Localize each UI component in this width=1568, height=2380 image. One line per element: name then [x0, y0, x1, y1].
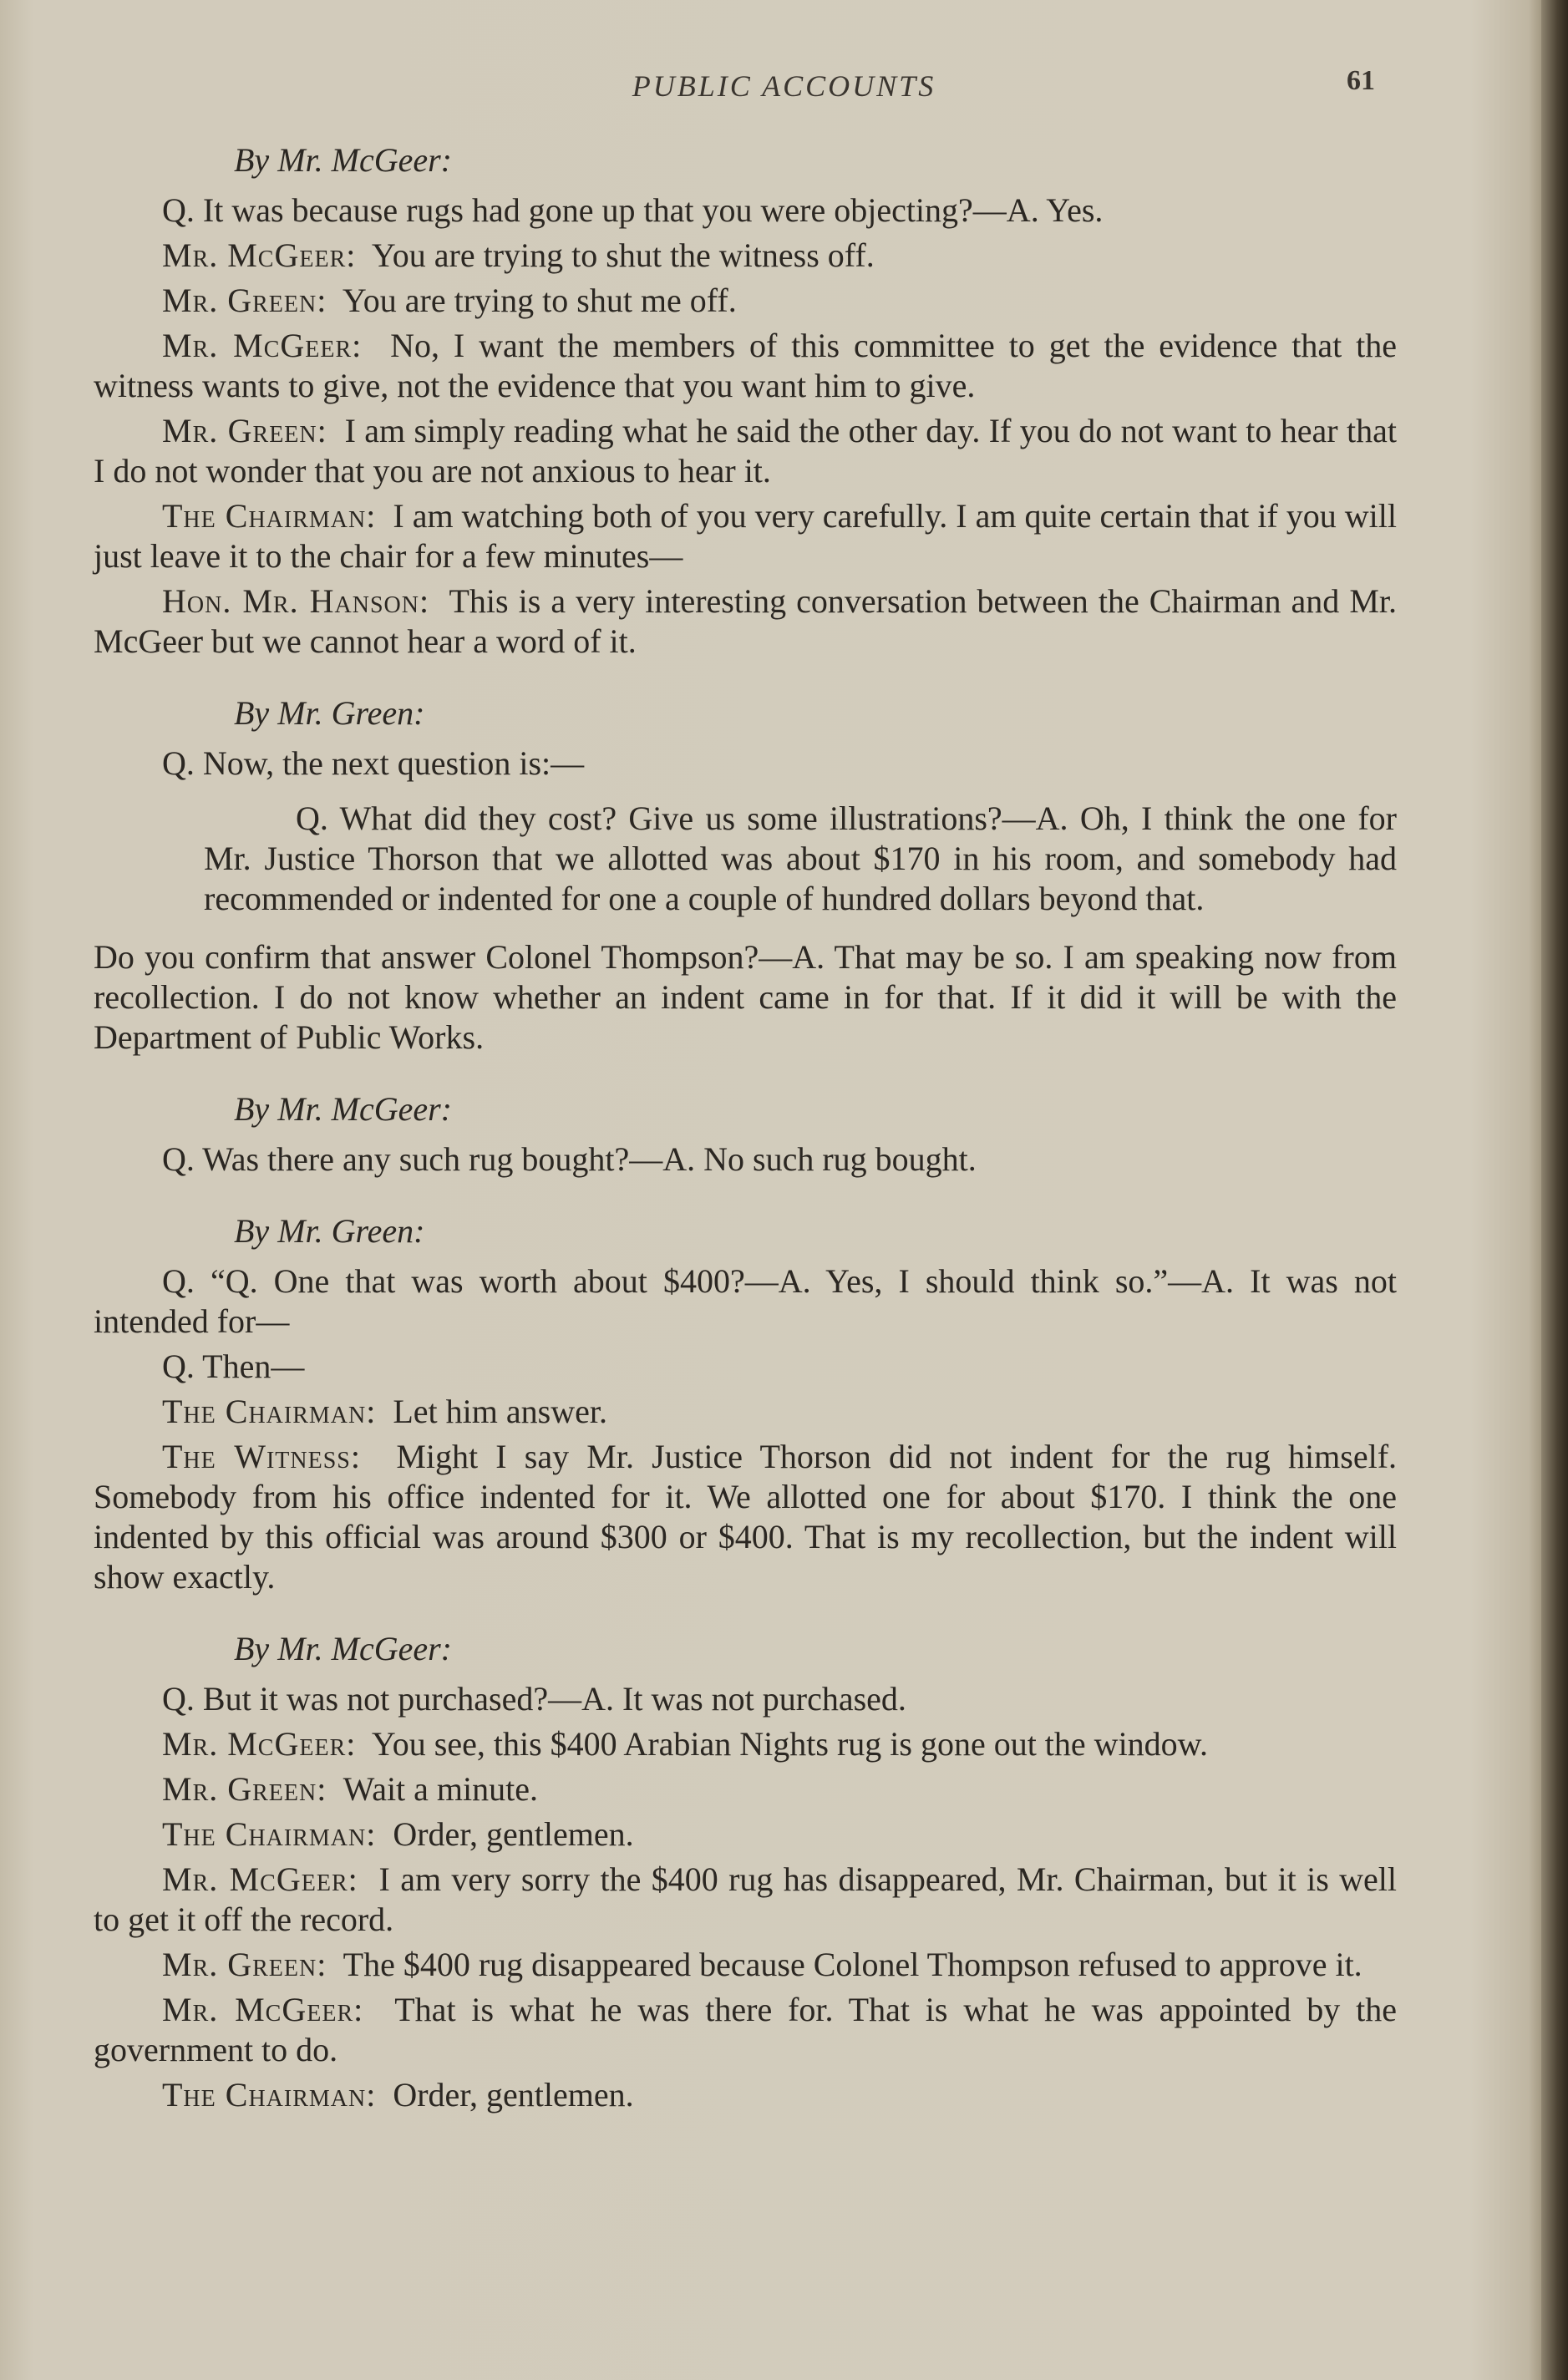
- speaker-name: Mr. Green:: [162, 412, 327, 449]
- speech-paragraph: [94, 581, 1397, 662]
- question-paragraph: Do you confirm that answer Colonel Thompson?—A. That may be so. I am speaking now from recollection. I do not know whether an indent came in for that. If it did it will be with the Department of Public Works.: [94, 938, 1397, 1056]
- speech-text: I am simply reading what he said the other day. If you do not want to hear that I do not wonder that you are not anxious to hear it.: [94, 412, 1397, 490]
- speaker-name: The Chairman:: [162, 497, 377, 535]
- question-paragraph: Q. Was there any such rug bought?—A. No such rug bought.: [162, 1140, 977, 1178]
- speech-text: I am very sorry the $400 rug has disappeared, Mr. Chairman, but it is well to get it off the record.: [94, 1860, 1398, 1938]
- speaker-name: The Witness:: [162, 1438, 361, 1475]
- speaker-name: Mr. McGeer:: [162, 327, 363, 364]
- speech-paragraph: [94, 1860, 1397, 1940]
- speech-text: Wait a minute.: [343, 1770, 539, 1808]
- speech-paragraph: [94, 1724, 1397, 1764]
- quoted-testimony: Q. What did they cost? Give us some illustrations?—A. Oh, I think the one for Mr. Justice Thorson that we allotted was about $170 in his room, and somebody had recommended or indented for one a couple of hundred dollars beyond that.: [204, 799, 1397, 917]
- speech-paragraph: [94, 1392, 1397, 1432]
- book-spine-shadow: [1541, 0, 1568, 2380]
- speaker-name: Mr. McGeer:: [162, 236, 357, 274]
- speech-text: You see, this $400 Arabian Nights rug is gone out the window.: [371, 1725, 1208, 1763]
- speech-paragraph: [94, 1945, 1397, 1985]
- speaker-name: The Chairman:: [162, 1393, 377, 1430]
- speaker-name: The Chairman:: [162, 2076, 377, 2114]
- examiner-heading: By Mr. McGeer:: [234, 141, 452, 179]
- examiner-heading: By Mr. McGeer:: [234, 1630, 452, 1667]
- speaker-name: Mr. McGeer:: [162, 1725, 357, 1763]
- speaker-name: Mr. Green:: [162, 282, 327, 319]
- question-paragraph: Q. Now, the next question is:—: [162, 744, 585, 782]
- running-title: PUBLIC ACCOUNTS: [632, 69, 936, 103]
- speech-paragraph: [94, 1769, 1397, 1809]
- speech-text: That is what he was there for. That is what he was appointed by the government to do.: [94, 1991, 1397, 2068]
- question-paragraph: Q. But it was not purchased?—A. It was not purchased.: [162, 1680, 906, 1718]
- speech-paragraph: [94, 1814, 1397, 1855]
- speech-paragraph: [94, 236, 1397, 276]
- speech-text: No, I want the members of this committee to get the evidence that the witness wants to give, not the evidence that you want him to give.: [94, 327, 1398, 404]
- speech-paragraph: [94, 281, 1397, 321]
- question-paragraph: Q. It was because rugs had gone up that you were objecting?—A. Yes.: [162, 191, 1104, 229]
- speaker-name: Mr. McGeer:: [162, 1991, 364, 2028]
- speech-text: I am watching both of you very carefully. I am quite certain that if you will just leave it to the chair for a few minutes—: [94, 497, 1397, 575]
- speech-text: You are trying to shut me off.: [342, 282, 737, 319]
- speech-paragraph: [94, 1437, 1397, 1597]
- speech-paragraph: [94, 1990, 1397, 2070]
- speaker-name: Hon. Mr. Hanson:: [162, 582, 430, 620]
- examiner-heading: By Mr. Green:: [234, 694, 425, 732]
- speech-text: The $400 rug disappeared because Colonel Thompson refused to approve it.: [343, 1946, 1362, 1983]
- speaker-name: Mr. McGeer:: [162, 1860, 358, 1898]
- speech-text: Let him answer.: [393, 1393, 607, 1430]
- speech-text: You are trying to shut the witness off.: [371, 236, 875, 274]
- page-number: 61: [1347, 65, 1375, 96]
- speech-text: Order, gentlemen.: [393, 1815, 634, 1853]
- question-paragraph: Q. “Q. One that was worth about $400?—A. Yes, I should think so.”—A. It was not intended for—: [94, 1262, 1397, 1340]
- speech-text: Might I say Mr. Justice Thorson did not indent for the rug himself. Somebody from his office indented for it. We allotted one for about $170. I think the one indented by this official was around $300 or $400. That is my recollection, but the indent will show exactly.: [94, 1438, 1398, 1596]
- speech-paragraph: [94, 2075, 1397, 2115]
- speech-paragraph: [94, 411, 1397, 491]
- speaker-name: Mr. Green:: [162, 1946, 327, 1983]
- transcript-body: [94, 140, 1397, 2120]
- speaker-name: Mr. Green:: [162, 1770, 327, 1808]
- examiner-heading: By Mr. Green:: [234, 1212, 425, 1250]
- speech-paragraph: [94, 326, 1397, 406]
- speech-paragraph: [94, 496, 1397, 576]
- question-paragraph: Q. Then—: [162, 1347, 305, 1385]
- examiner-heading: By Mr. McGeer:: [234, 1090, 452, 1128]
- speech-text: Order, gentlemen.: [393, 2076, 634, 2114]
- speech-text: This is a very interesting conversation between the Chairman and Mr. McGeer but we cannot hear a word of it.: [94, 582, 1397, 660]
- speaker-name: The Chairman:: [162, 1815, 377, 1853]
